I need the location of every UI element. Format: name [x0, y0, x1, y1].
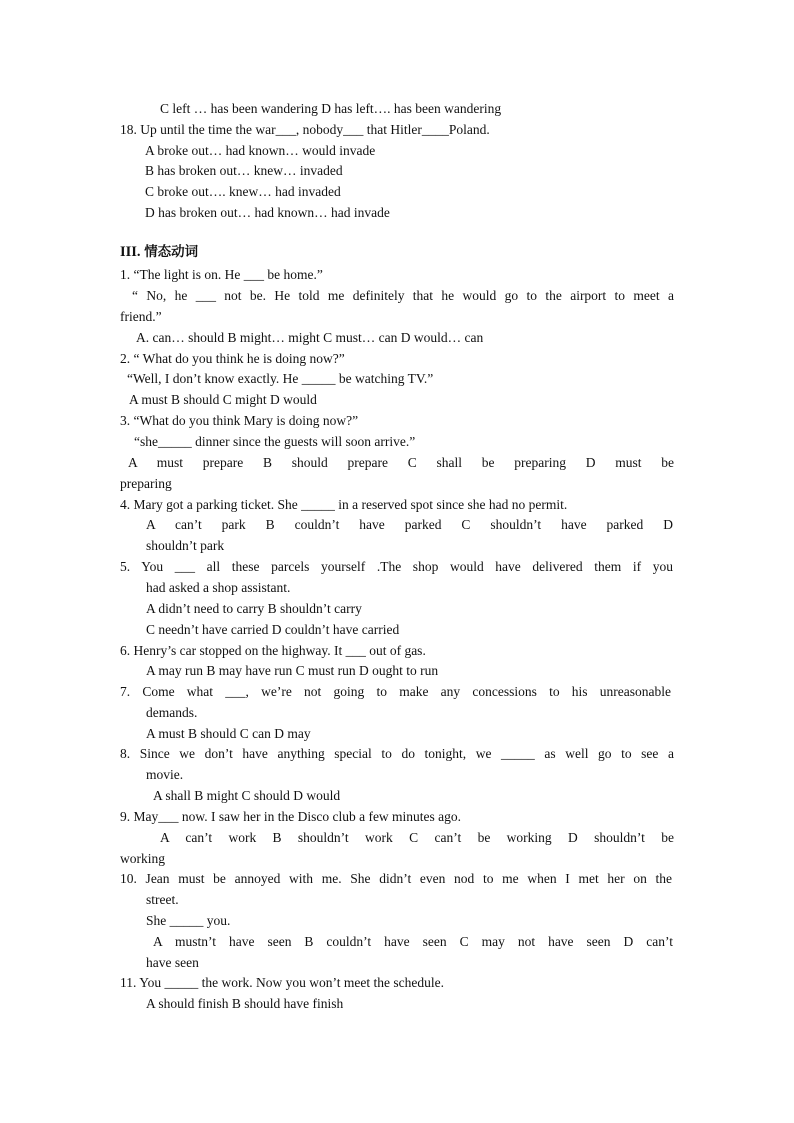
q11-options: A should finish B should have finish: [146, 996, 344, 1011]
q11-stem: 11. You _____ the work. Now you won’t meet the schedule.: [120, 975, 444, 990]
q1-stem: 1. “The light is on. He ___ be home.”: [120, 267, 323, 282]
section-title: 情态动词: [144, 244, 199, 260]
q10-options: A mustn’t have seen B couldn’t have seen C may not have seen D can’t: [153, 934, 673, 949]
q3-options: A must prepare B should prepare C shall be preparing D must be: [128, 455, 674, 470]
q8-stem-cont: movie.: [146, 767, 184, 782]
q9-options-cont: working: [120, 851, 165, 866]
q4-stem: 4. Mary got a parking ticket. She _____ in a reserved spot since she had no permit.: [120, 497, 568, 512]
q6-options: A may run B may have run C must run D ought to run: [146, 663, 439, 678]
q18-option-c: C broke out…. knew… had invaded: [145, 184, 341, 199]
q7-stem-cont: demands.: [146, 705, 198, 720]
q2-stem: 2. “ What do you think he is doing now?”: [120, 351, 345, 366]
q3-stem: 3. “What do you think Mary is doing now?”: [120, 413, 359, 428]
section-heading: [120, 244, 198, 261]
q9-options: A can’t work B shouldn’t work C can’t be working D shouldn’t be: [160, 830, 674, 845]
q17-option-cd: C left … has been wandering D has left…. has been wandering: [160, 101, 502, 116]
q5-stem-cont: had asked a shop assistant.: [146, 580, 291, 595]
q18-option-a: A broke out… had known… would invade: [145, 143, 376, 158]
q18-stem: 18. Up until the time the war___, nobody___ that Hitler____Poland.: [120, 122, 490, 137]
section-number: III.: [120, 244, 141, 260]
q4-options-cont: shouldn’t park: [146, 538, 225, 553]
q7-options: A must B should C can D may: [146, 726, 311, 741]
q10-stem-cont: street.: [146, 892, 179, 907]
q3-options-cont: preparing: [120, 476, 172, 491]
q5-options-ab: A didn’t need to carry B shouldn’t carry: [146, 601, 362, 616]
q8-stem: 8. Since we don’t have anything special to do tonight, we _____ as well go to see a: [120, 746, 674, 761]
q6-stem: 6. Henry’s car stopped on the highway. It ___ out of gas.: [120, 643, 426, 658]
q2-options: A must B should C might D would: [129, 392, 317, 407]
q2-reply: “Well, I don’t know exactly. He _____ be watching TV.”: [127, 371, 434, 386]
q5-stem: 5. You ___ all these parcels yourself .The shop would have delivered them if you: [120, 559, 673, 574]
q3-reply: “she_____ dinner since the guests will soon arrive.”: [134, 434, 416, 449]
q8-options: A shall B might C should D would: [153, 788, 341, 803]
q10-stem: 10. Jean must be annoyed with me. She didn’t even nod to me when I met her on the: [120, 871, 672, 886]
q1-reply: “ No, he ___ not be. He told me definitely that he would go to the airport to meet a: [132, 288, 674, 303]
q7-stem: 7. Come what ___, we’re not going to make any concessions to his unreasonable: [120, 684, 671, 699]
q1-options: A. can… should B might… might C must… can D would… can: [136, 330, 484, 345]
q18-option-d: D has broken out… had known… had invade: [145, 205, 390, 220]
q4-options: A can’t park B couldn’t have parked C shouldn’t have parked D: [146, 517, 673, 532]
q10-options-cont: have seen: [146, 955, 199, 970]
q5-options-cd: C needn’t have carried D couldn’t have carried: [146, 622, 400, 637]
q9-stem: 9. May___ now. I saw her in the Disco club a few minutes ago.: [120, 809, 462, 824]
q1-reply-cont: friend.”: [120, 309, 162, 324]
q10-prompt: She _____ you.: [146, 913, 231, 928]
q18-option-b: B has broken out… knew… invaded: [145, 163, 343, 178]
